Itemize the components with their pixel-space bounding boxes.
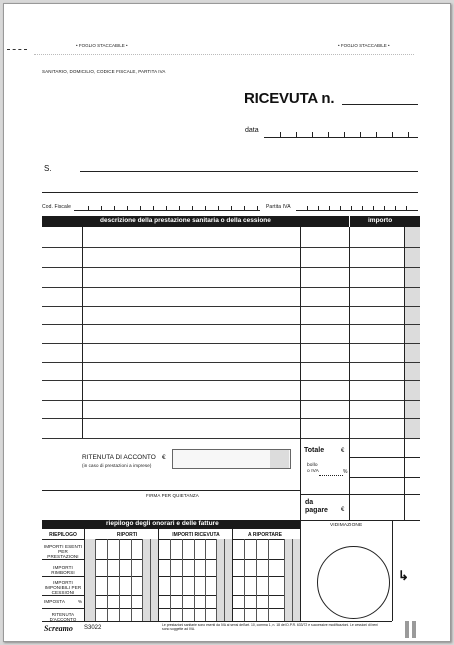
signature-label: FIRMA PER QUIETANZA bbox=[146, 493, 199, 498]
vat-sep bbox=[349, 477, 420, 478]
cut-line-left bbox=[7, 49, 27, 50]
sender-label: SANITARIO, DOMICILIO, CODICE FISCALE, PARTITA IVA bbox=[42, 69, 166, 74]
amount-decimals-shade bbox=[404, 227, 420, 439]
withholding-label: RITENUTA DI ACCONTO bbox=[82, 454, 156, 461]
summary-header bbox=[42, 520, 300, 529]
withholding-shade bbox=[270, 450, 289, 468]
summary-title: riepilogo degli onorari e delle fatture bbox=[106, 520, 219, 527]
recipient-field[interactable] bbox=[80, 171, 418, 172]
summary-row-taxable: IMPORTI IMPONIBILI PER CESSIONI bbox=[44, 580, 82, 595]
table-row[interactable] bbox=[42, 267, 420, 268]
summary-row-exempt: IMPORTI ESENTI PER PRESTAZIONI bbox=[43, 544, 83, 559]
total-sep bbox=[349, 457, 420, 458]
header-divider bbox=[349, 216, 350, 227]
description-column-header: descrizione della prestazione sanitaria o della cessione bbox=[100, 217, 271, 224]
tax-code-label: Cod. Fiscale bbox=[42, 204, 71, 210]
withholding-euro: € bbox=[162, 454, 166, 461]
summary-top-border bbox=[300, 520, 420, 521]
vat-number-label: Partita IVA bbox=[266, 204, 291, 210]
table-row[interactable] bbox=[42, 400, 420, 401]
table-col-divider-1 bbox=[82, 227, 83, 438]
reported-col-label: RIPORTI bbox=[116, 532, 138, 538]
stamp-area-label: VIDIMAZIONE bbox=[330, 523, 363, 528]
recipient-field-2[interactable] bbox=[42, 192, 418, 193]
total-label: Totale bbox=[304, 447, 325, 454]
brand-logo: Screamo bbox=[44, 624, 73, 633]
receipt-title: RICEVUTA n. bbox=[244, 90, 335, 107]
table-row[interactable] bbox=[42, 324, 420, 325]
form-code: S3022 bbox=[84, 625, 102, 631]
amount-column-header: importo bbox=[368, 217, 393, 224]
totals-divider bbox=[300, 494, 420, 495]
receipt-number-line[interactable] bbox=[342, 104, 418, 105]
table-row[interactable] bbox=[42, 306, 420, 307]
carry-col-label: A RIPORTARE bbox=[248, 532, 282, 538]
date-field[interactable] bbox=[264, 137, 418, 138]
tear-arrow-icon: ↳ bbox=[398, 568, 409, 583]
legal-note: Le prestazioni sanitarie sono esenti da IVA ai sensi dell'art. 10, comma 1, n. 18 del D.P.R. 633/72 e successive modificazioni. Le cessioni di beni sono soggette ad IVA. bbox=[162, 623, 378, 631]
table-row[interactable] bbox=[42, 438, 420, 439]
stamp-area-divider bbox=[392, 520, 393, 621]
cut-line bbox=[34, 54, 414, 55]
cut-label-right: • FOGLIO STACCABILE • bbox=[338, 43, 390, 48]
table-col-divider-2 bbox=[300, 227, 301, 521]
table-row[interactable] bbox=[42, 380, 420, 381]
to-pay-label-1: da bbox=[305, 499, 314, 506]
date-label: data bbox=[245, 127, 259, 134]
receipt-form bbox=[3, 3, 451, 642]
signature-line[interactable] bbox=[42, 490, 300, 491]
to-pay-label-2: pagare bbox=[305, 507, 328, 514]
summary-row-tax: IMPOSTA bbox=[44, 599, 66, 604]
vat-rate-field[interactable] bbox=[319, 475, 343, 476]
withholding-note: (in caso di prestazioni a imprese) bbox=[82, 463, 152, 468]
recipient-label: S. bbox=[44, 164, 52, 173]
tax-code-field[interactable] bbox=[74, 210, 260, 211]
table-row[interactable] bbox=[42, 247, 420, 248]
binding-marks-icon bbox=[405, 621, 417, 639]
table-row[interactable] bbox=[42, 418, 420, 419]
vat-percent: % bbox=[343, 469, 348, 475]
stamp-label: bollo bbox=[307, 463, 318, 468]
total-euro: € bbox=[341, 448, 345, 454]
summary-bottom-border bbox=[300, 621, 392, 622]
vat-label: o IVA bbox=[307, 469, 319, 474]
cut-label-left: • FOGLIO STACCABILE • bbox=[76, 43, 128, 48]
summary-row-withholding: RITENUTA D'ACCONTO bbox=[49, 612, 77, 622]
table-row[interactable] bbox=[42, 343, 420, 344]
summary-col-label: RIEPILOGO bbox=[49, 532, 77, 538]
table-row[interactable] bbox=[42, 287, 420, 288]
summary-row-reimbursements: IMPORTI RIMBORSI bbox=[51, 565, 75, 575]
to-pay-euro: € bbox=[341, 507, 345, 513]
vat-number-field[interactable] bbox=[296, 210, 418, 211]
received-col-label: IMPORTI RICEVUTA bbox=[172, 532, 220, 538]
official-stamp-circle bbox=[317, 546, 390, 619]
items-table-header bbox=[42, 216, 420, 227]
tax-percent-sign: % bbox=[78, 599, 83, 604]
table-row[interactable] bbox=[42, 362, 420, 363]
